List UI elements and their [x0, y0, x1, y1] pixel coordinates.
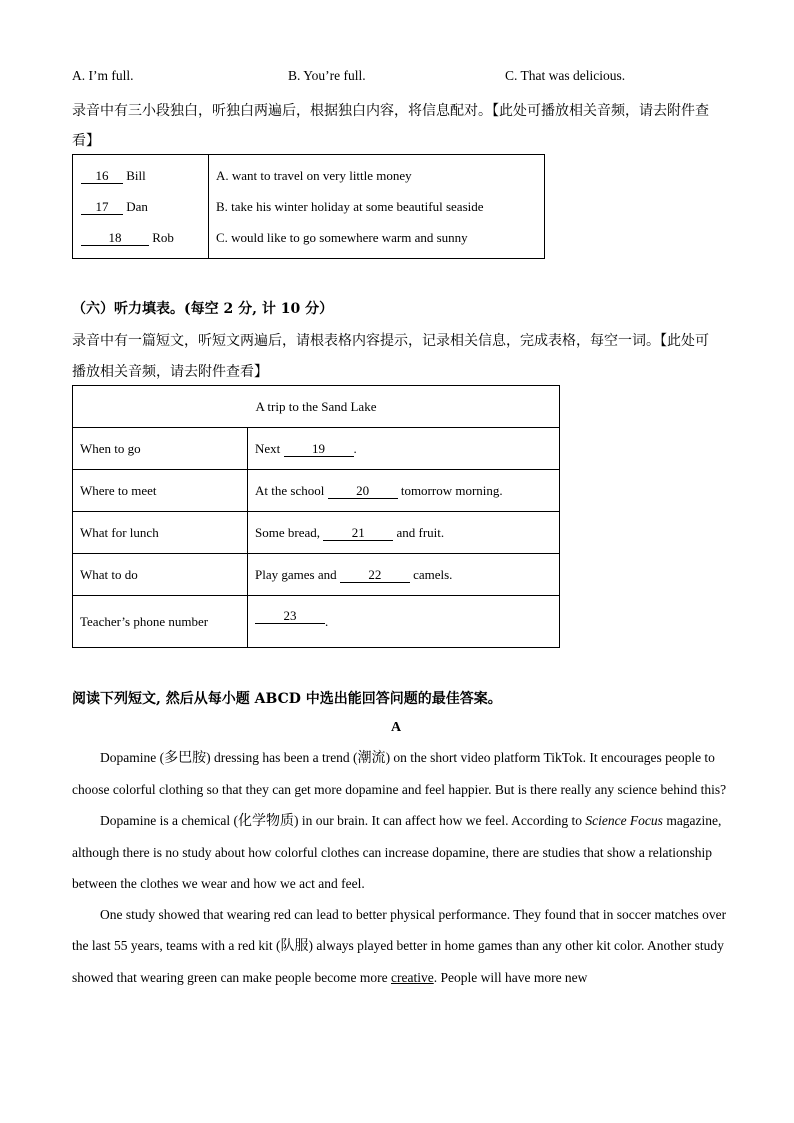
passage-body — [72, 742, 728, 993]
reading-instruction: 阅读下列短文, 然后从每小题 ABCD 中选出能回答问题的最佳答案。 — [72, 691, 502, 707]
row-value-do: Play games and 22 camels. — [248, 554, 560, 596]
match-person-16 — [81, 160, 208, 191]
fill-table-title: A trip to the Sand Lake — [73, 386, 560, 428]
section5-instruction-line1: 录音中有三小段独白，听独白两遍后，根据独白内容，将信息配对。【此处可播放相关音频，请去附件查 — [72, 103, 709, 119]
match-person-17 — [81, 191, 208, 222]
matching-table — [72, 154, 545, 259]
underlined-word-creative: creative — [391, 970, 434, 985]
person-name-rob: Rob — [152, 230, 174, 245]
option-b: B. You’re full. — [288, 68, 366, 83]
row-label-do: What to do — [73, 554, 248, 596]
person-name-dan: Dan — [126, 199, 148, 214]
row-label-phone: Teacher’s phone number — [73, 596, 248, 648]
row-label-lunch: What for lunch — [73, 512, 248, 554]
section6-instruction-line1: 录音中有一篇短文，听短文两遍后，请根表格内容提示，记录相关信息，完成表格，每空一词。【此处可 — [72, 333, 709, 349]
answer-blank-19[interactable]: 19 — [284, 442, 354, 457]
choice-b: B. take his winter holiday at some beautiful seaside — [216, 199, 484, 214]
paragraph-1: Dopamine (多巴胺) dressing has been a trend (潮流) on the short video platform TikTok. It encourages people to choose colorful clothing so that they can get more dopamine and feel happier. But is there really any science behind this? — [72, 750, 727, 797]
section6-instruction-line2: 播放相关音频，请去附件查看】 — [72, 364, 268, 380]
answer-blank-16[interactable]: 16 — [81, 169, 123, 184]
matching-choices-cell — [209, 155, 545, 259]
answer-blank-20[interactable]: 20 — [328, 484, 398, 499]
row-value-lunch: Some bread, 21 and fruit. — [248, 512, 560, 554]
row-value-where: At the school 20 tomorrow morning. — [248, 470, 560, 512]
row-value-when: Next 19 . — [248, 428, 560, 470]
fill-in-table — [72, 385, 560, 648]
person-name-bill: Bill — [126, 168, 146, 183]
option-a: A. I’m full. — [72, 68, 134, 83]
section6-heading: （六）听力填表。(每空 2 分, 计 10 分） — [72, 301, 334, 317]
section5-instruction-line2: 看】 — [72, 133, 100, 149]
row-label-when: When to go — [73, 428, 248, 470]
answer-blank-17[interactable]: 17 — [81, 200, 123, 215]
paragraph-2: Dopamine is a chemical (化学物质) in our brain. It can affect how we feel. According to Science Focus magazine, although there is no study about how colorful clothes can increase dopamine, there are studies that show a relationship between the clothes we wear and how we act and feel. — [72, 813, 722, 891]
passage-label: A — [391, 720, 402, 735]
answer-blank-21[interactable]: 21 — [323, 526, 393, 541]
answer-blank-18[interactable]: 18 — [81, 231, 149, 246]
choice-a: A. want to travel on very little money — [216, 168, 412, 183]
answer-blank-22[interactable]: 22 — [340, 568, 410, 583]
matching-people-cell — [73, 155, 209, 259]
option-c: C. That was delicious. — [505, 68, 626, 83]
choice-c: C. would like to go somewhere warm and sunny — [216, 230, 468, 245]
magazine-title: Science Focus — [585, 813, 663, 828]
row-label-where: Where to meet — [73, 470, 248, 512]
paragraph-3: One study showed that wearing red can lead to better physical performance. They found that in soccer matches over the last 55 years, teams with a red kit (队服) always played better in home games than any other kit color. Another study showed that wearing green can make people become more creative. People will have more new — [72, 907, 727, 985]
match-person-18 — [81, 222, 208, 253]
row-value-phone: 23 . — [248, 596, 560, 648]
answer-blank-23[interactable]: 23 — [255, 609, 325, 624]
